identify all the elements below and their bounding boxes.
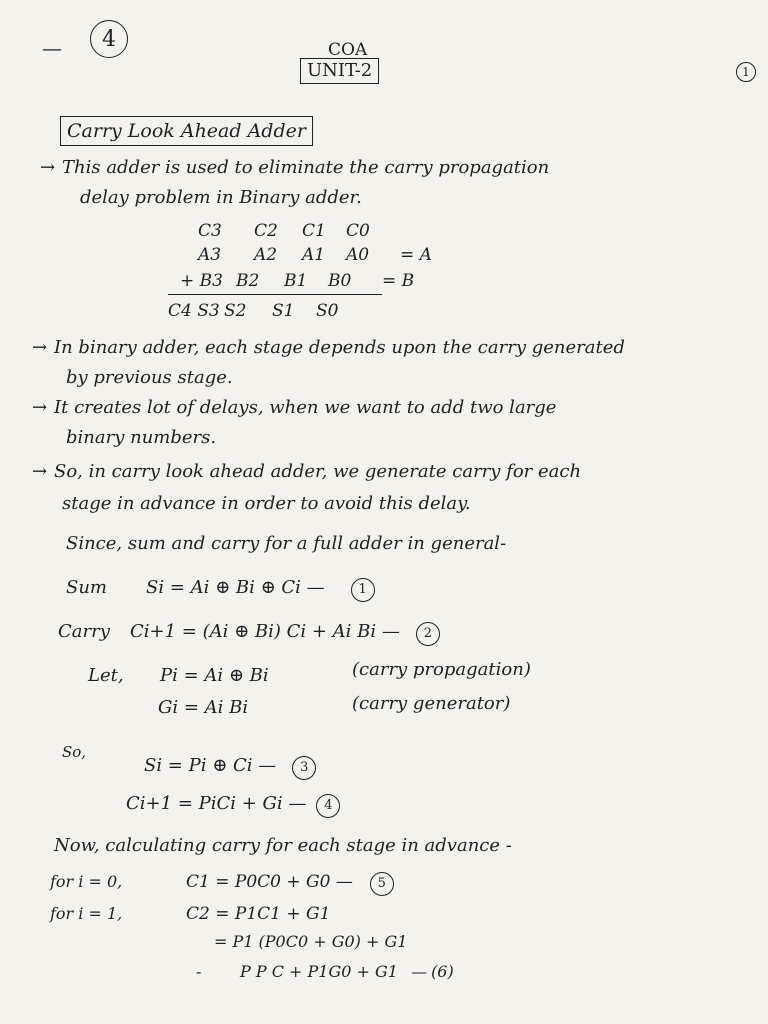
equation-tag: 5 [370, 872, 394, 896]
since-line: Since, sum and carry for a full adder in general- [66, 533, 507, 554]
g-note: (carry generator) [352, 693, 511, 714]
section-heading: Carry Look Ahead Adder [60, 116, 313, 146]
bullet-arrow-icon: → [32, 397, 48, 418]
intro-line-2: delay problem in Binary adder. [80, 187, 362, 208]
intro-line-1: → This adder is used to eliminate the carry propagation [40, 157, 550, 178]
bullet-3-line-2: stage in advance in order to avoid this delay. [62, 493, 471, 514]
case-i1-expansion: = P1 (P0C0 + G0) + G1 [214, 932, 408, 951]
carry-row: C3 C2 C1 C0 [198, 221, 370, 241]
bullet-2-line-1: → It creates lot of delays, when we want to add two large [32, 397, 557, 418]
case-i1-label: for i = 1, [50, 904, 123, 923]
p-definition: Pi = Ai ⊕ Bi [160, 665, 269, 686]
case-i1-equation: C2 = P1C1 + G1 [186, 904, 331, 924]
equation-tag: 4 [316, 794, 340, 818]
equation-tag: (6) [431, 962, 454, 981]
carry-equation: Ci+1 = (Ai ⊕ Bi) Ci + Ai Bi — 2 [130, 620, 440, 646]
corner-dash-mark: — [42, 36, 62, 60]
c-equation: Ci+1 = PiCi + Gi — 4 [126, 792, 340, 818]
equation-tag: 1 [351, 578, 375, 602]
advance-heading: Now, calculating carry for each stage in advance - [54, 835, 512, 856]
p-note: (carry propagation) [352, 659, 531, 680]
carry-label: Carry [58, 621, 110, 642]
sum-row: C4 S3 S2 S1 S0 [168, 301, 339, 321]
course-title: COA [328, 40, 368, 60]
equation-tag: 2 [416, 622, 440, 646]
corner-number-mark: 4 [90, 20, 128, 58]
bullet-3-line-1: → So, in carry look ahead adder, we generate carry for each [32, 461, 582, 482]
bullet-1-line-2: by previous stage. [66, 367, 233, 388]
page-number: 1 [736, 62, 756, 82]
addition-rule [168, 294, 382, 295]
case-i1-expansion-2: ‐ P P C + P1G0 + G1 — (6) [196, 962, 454, 981]
let-label: Let, [88, 665, 124, 686]
bullet-arrow-icon: → [40, 157, 56, 178]
case-i0-equation: C1 = P0C0 + G0 — 5 [186, 870, 394, 896]
equation-tag: 3 [292, 756, 316, 780]
bullet-2-line-2: binary numbers. [66, 427, 217, 448]
bullet-arrow-icon: → [32, 461, 48, 482]
g-definition: Gi = Ai Bi [158, 697, 249, 718]
bullet-arrow-icon: → [32, 337, 48, 358]
s-equation: Si = Pi ⊕ Ci — 3 [144, 754, 316, 780]
bullet-1-line-1: → In binary adder, each stage depends upon the carry generated [32, 337, 625, 358]
operand-a-row: A3 A2 A1 A0 = A [198, 245, 432, 265]
case-i0-label: for i = 0, [50, 872, 123, 891]
sum-equation: Si = Ai ⊕ Bi ⊕ Ci — 1 [146, 576, 375, 602]
sum-label: Sum [66, 577, 107, 598]
so-label: So, [62, 743, 87, 761]
unit-title: UNIT-2 [300, 58, 379, 84]
operand-b-row: + B3 B2 B1 B0 = B [180, 271, 415, 291]
